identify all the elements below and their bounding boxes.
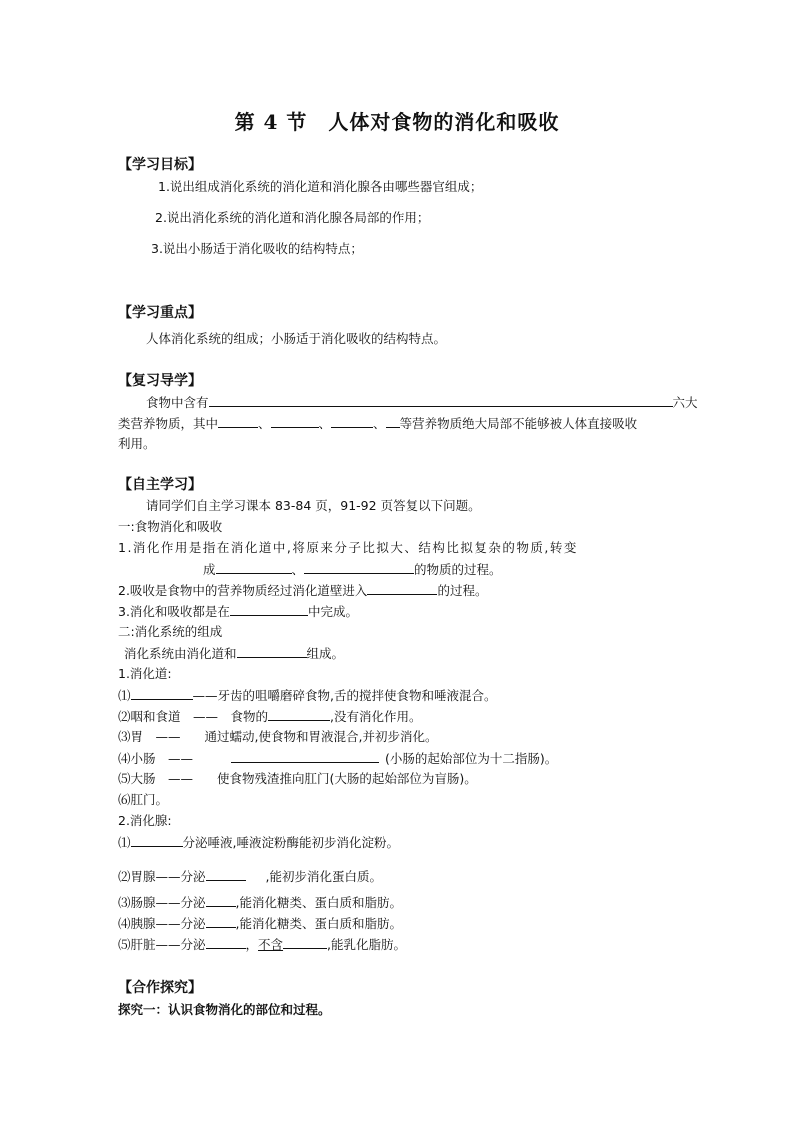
tract-item-4 — [118, 750, 557, 767]
review-text-1b: 六大 — [672, 395, 698, 410]
gland-5-text-a: ⑸肝脏——分泌 — [118, 937, 206, 952]
separator: 、 — [291, 562, 305, 577]
separator: 、 — [373, 416, 386, 431]
gland-5-text-b: ， — [245, 937, 259, 952]
composition-line — [124, 645, 344, 662]
tract-item-6: ⑹肛门。 — [118, 792, 169, 807]
question-1-line-1: 1.消化作用是指在消化道中,将原来分子比拟大、结构比拟复杂的物质,转变 — [118, 540, 578, 555]
review-line-1 — [146, 394, 698, 411]
cooperation-heading: 【合作探究】 — [118, 980, 202, 996]
q1-text-b: 成 — [203, 562, 216, 577]
q2-text-a: 2.吸收是食物中的营养物质经过消化道壁进入 — [118, 583, 368, 598]
tract-4-text-b: (小肠的起始部位为十二指肠)。 — [385, 751, 558, 766]
tract-item-3 — [118, 729, 437, 745]
self-study-heading: 【自主学习】 — [118, 477, 202, 493]
blank-nutrient-3[interactable] — [331, 415, 373, 428]
tract-2-text-b: ,没有消化作用。 — [330, 709, 422, 724]
blank-nutrient-4[interactable] — [386, 415, 400, 428]
tract-heading: 1.消化道: — [118, 666, 172, 681]
gland-5-text-c: 不含 — [258, 937, 284, 952]
separator: 、 — [258, 416, 271, 431]
tract-item-5 — [118, 771, 477, 787]
question-2 — [118, 582, 487, 599]
self-study-intro: 请同学们自主学习课本 83-84 页，91-92 页答复以下问题。 — [146, 498, 481, 513]
tract-item-1 — [118, 687, 497, 704]
gland-5-text-d: ,能乳化脂肪。 — [327, 937, 407, 952]
blank-nutrients[interactable] — [209, 394, 673, 407]
review-text-2a: 类营养物质，其中 — [118, 416, 219, 431]
gland-1-number: ⑴ — [118, 835, 131, 850]
blank-no-enzyme[interactable] — [283, 936, 327, 949]
gland-4-text-b: ,能消化糖类、蛋白质和脂肪。 — [235, 916, 402, 931]
blank-small-intestine[interactable] — [231, 750, 379, 763]
tract-1-number: ⑴ — [118, 688, 131, 703]
tract-2-text-a: ⑵咽和食道 —— 食物的 — [118, 709, 269, 724]
objective-item-2: 2.说出消化系统的消化道和消化腺各局部的作用； — [155, 210, 430, 225]
page-title: 第 4 节 人体对食物的消化和吸收 — [234, 110, 560, 134]
gland-3-text-b: ,能消化糖类、蛋白质和脂肪。 — [235, 895, 402, 910]
blank-bile[interactable] — [206, 936, 246, 949]
gland-2-text-a: ⑵胃腺——分泌 — [118, 869, 206, 884]
tract-item-2 — [118, 708, 422, 725]
tract-4-text-a: ⑷小肠 —— — [118, 751, 194, 766]
composition-text-b: 组成。 — [306, 646, 345, 661]
q3-text-a: 3.消化和吸收都是在 — [118, 604, 230, 619]
tract-5-text-b: 使食物残渣推向肛门(大肠的起始部位为盲肠)。 — [217, 771, 477, 786]
blank-mouth[interactable] — [131, 687, 193, 700]
blank-nutrient-1[interactable] — [218, 415, 258, 428]
blank-absorb-into[interactable] — [367, 582, 437, 595]
blank-complete-in[interactable] — [230, 603, 308, 616]
blank-pancreatic-juice[interactable] — [206, 915, 236, 928]
q3-text-b: 中完成。 — [307, 604, 358, 619]
separator: 、 — [318, 416, 332, 431]
gland-item-2 — [118, 868, 382, 885]
gland-item-3 — [118, 894, 402, 911]
key-points-heading: 【学习重点】 — [118, 305, 202, 321]
part-1-heading: 一:食物消化和吸收 — [118, 519, 223, 534]
blank-small-molecule-1[interactable] — [216, 561, 292, 574]
review-text-1a: 食物中含有 — [146, 395, 209, 410]
gland-item-4 — [118, 915, 402, 932]
q1-text-c: 的物质的过程。 — [414, 562, 502, 577]
blank-intestinal-juice[interactable] — [206, 894, 236, 907]
part-2-heading: 二:消化系统的组成 — [118, 624, 223, 639]
composition-text-a: 消化系统由消化道和 — [124, 646, 237, 661]
inquiry-1: 探究一：认识食物消化的部位和过程。 — [118, 1002, 331, 1017]
review-line-2 — [118, 415, 637, 432]
tract-3-text-b: 通过蠕动,使食物和胃液混合,并初步消化。 — [204, 729, 438, 744]
gland-4-text-a: ⑷胰腺——分泌 — [118, 916, 206, 931]
objectives-heading: 【学习目标】 — [118, 157, 202, 173]
gland-heading: 2.消化腺: — [118, 813, 172, 828]
tract-5-text-a: ⑸大肠 —— — [118, 771, 194, 786]
question-3 — [118, 603, 358, 620]
question-1-line-2 — [203, 561, 502, 578]
blank-small-molecule-2[interactable] — [304, 561, 414, 574]
review-text-2b: 等营养物质绝大局部不能够被人体直接吸收 — [399, 416, 638, 431]
blank-gastric-juice[interactable] — [206, 868, 246, 881]
gland-item-1 — [118, 834, 399, 851]
gland-item-5 — [118, 936, 406, 953]
blank-nutrient-2[interactable] — [271, 415, 319, 428]
gland-1-text: 分泌唾液,唾液淀粉酶能初步消化淀粉。 — [182, 835, 399, 850]
tract-3-text-a: ⑶胃 —— — [118, 729, 181, 744]
blank-food-passage[interactable] — [268, 708, 330, 721]
gland-3-text-a: ⑶肠腺——分泌 — [118, 895, 206, 910]
objective-item-1: 1.说出组成消化系统的消化道和消化腺各由哪些器官组成； — [158, 179, 483, 194]
objective-item-3: 3.说出小肠适于消化吸收的结构特点； — [151, 241, 363, 256]
key-points-text: 人体消化系统的组成；小肠适于消化吸收的结构特点。 — [146, 331, 447, 346]
gland-2-text-b: ,能初步消化蛋白质。 — [265, 869, 382, 884]
blank-salivary-gland[interactable] — [131, 834, 183, 847]
review-line-3: 利用。 — [118, 436, 156, 451]
blank-digestive-glands[interactable] — [237, 645, 307, 658]
q2-text-b: 的过程。 — [437, 583, 488, 598]
tract-1-text: ——牙齿的咀嚼磨碎食物,舌的搅拌使食物和唾液混合。 — [192, 688, 497, 703]
review-heading: 【复习导学】 — [118, 373, 202, 389]
